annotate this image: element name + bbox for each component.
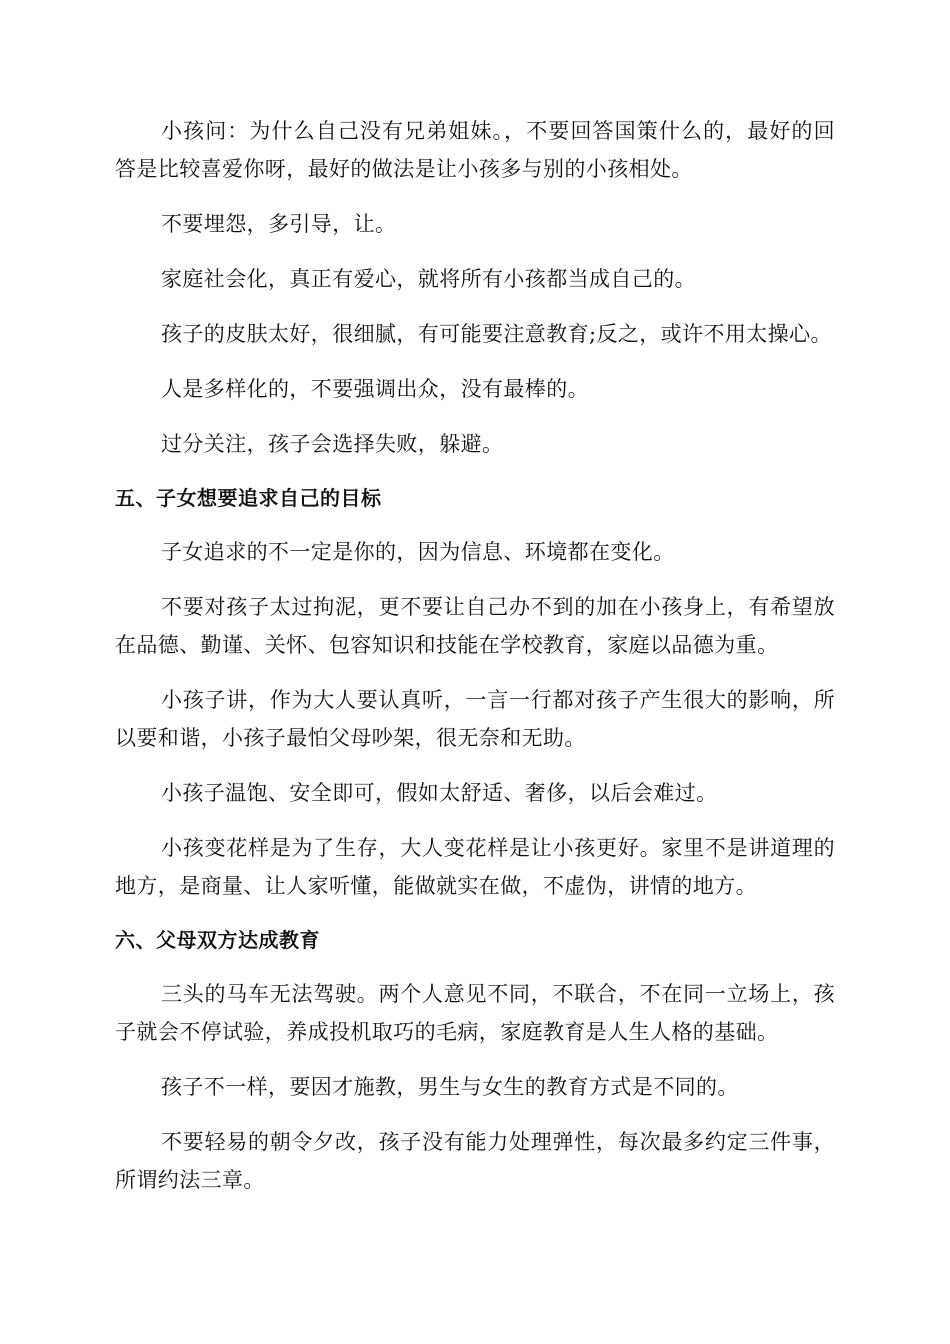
paragraph: 小孩变花样是为了生存，大人变花样是让小孩更好。家里不是讲道理的地方，是商量、让人家听懂，能做就实在做，不虚伪，讲情的地方。 bbox=[115, 836, 835, 898]
paragraph: 人是多样化的，不要强调出众，没有最棒的。 bbox=[161, 377, 589, 401]
paragraph: 小孩子讲，作为大人要认真听，一言一行都对孩子产生很大的影响，所以要和谐，小孩子最怕父母吵架，很无奈和无助。 bbox=[115, 688, 835, 750]
document-page bbox=[115, 112, 835, 1216]
paragraph: 不要轻易的朝令夕改，孩子没有能力处理弹性，每次最多约定三件事，所谓约法三章。 bbox=[115, 1130, 835, 1192]
paragraph: 家庭社会化，真正有爱心，就将所有小孩都当成自己的。 bbox=[161, 267, 696, 291]
paragraph: 子女追求的不一定是你的，因为信息、环境都在变化。 bbox=[161, 540, 675, 564]
section-heading: 六、父母双方达成教育 bbox=[115, 928, 320, 952]
paragraph: 三头的马车无法驾驶。两个人意见不同，不联合，不在同一立场上，孩子就会不停试验，养成投机取巧的毛病，家庭教育是人生人格的基础。 bbox=[115, 982, 835, 1044]
paragraph: 孩子的皮肤太好，很细腻，有可能要注意教育;反之，或许不用太操心。 bbox=[161, 322, 832, 346]
paragraph: 小孩子温饱、安全即可，假如太舒适、奢侈，以后会难过。 bbox=[161, 781, 718, 805]
paragraph: 孩子不一样，要因才施教，男生与女生的教育方式是不同的。 bbox=[161, 1075, 739, 1099]
paragraph: 不要埋怨，多引导，让。 bbox=[161, 212, 397, 236]
section-heading: 五、子女想要追求自己的目标 bbox=[115, 486, 382, 510]
paragraph: 小孩问：为什么自己没有兄弟姐妹。，不要回答国策什么的，最好的回答是比较喜爱你呀，最好的做法是让小孩多与别的小孩相处。 bbox=[115, 119, 835, 181]
paragraph: 不要对孩子太过拘泥，更不要让自己办不到的加在小孩身上，有希望放在品德、勤谨、关怀、包容知识和技能在学校教育，家庭以品德为重。 bbox=[115, 595, 835, 657]
paragraph: 过分关注，孩子会选择失败，躲避。 bbox=[161, 432, 504, 456]
